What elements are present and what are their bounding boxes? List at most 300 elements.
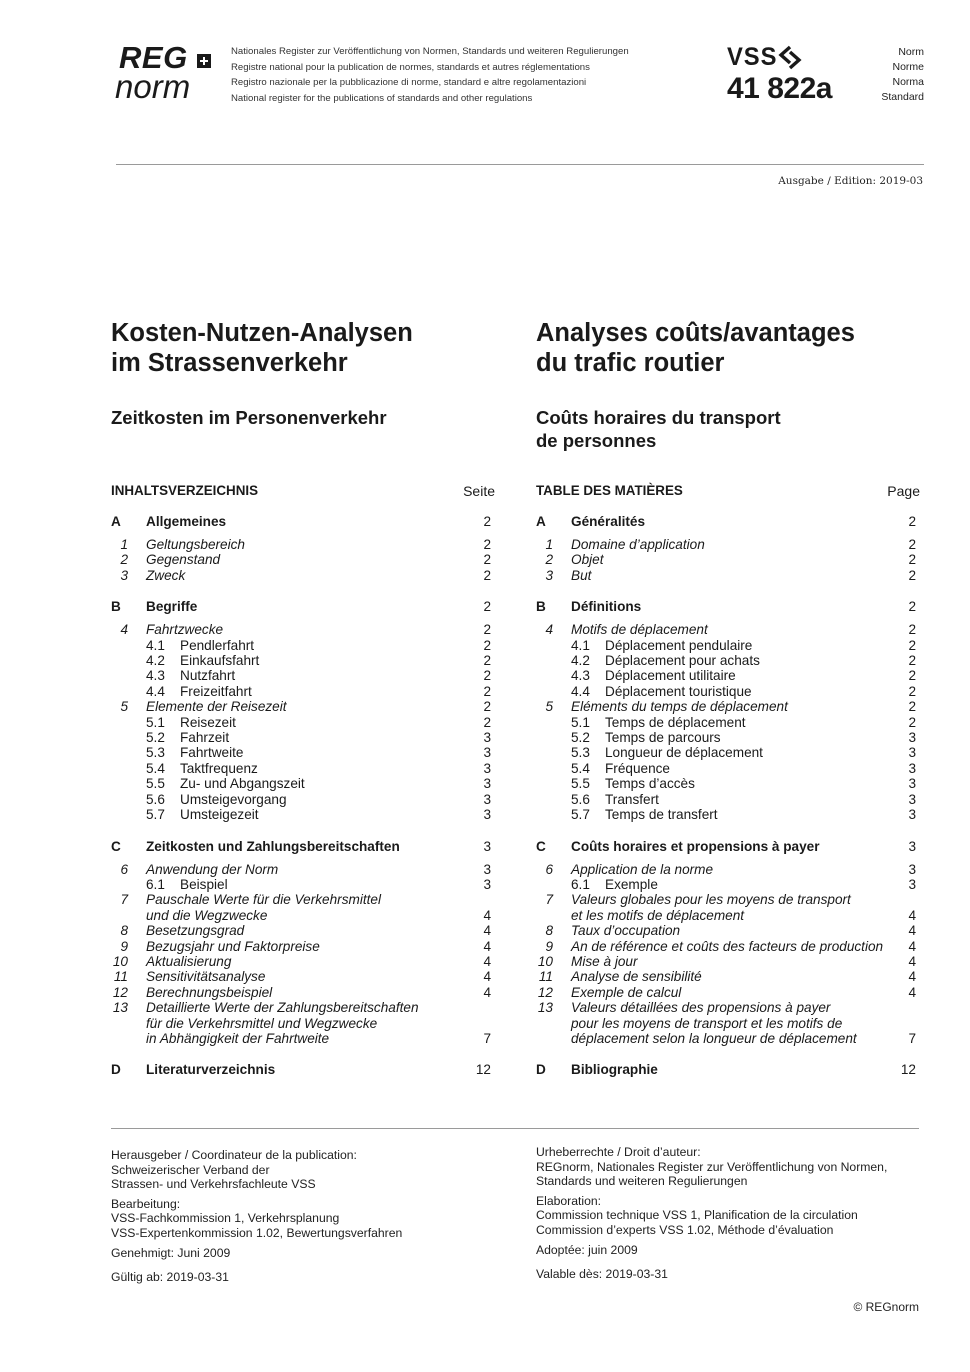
toc-subentry [536, 715, 920, 730]
toc-section [111, 598, 495, 822]
toc-subentry [536, 684, 920, 699]
section-letter: B [111, 599, 121, 615]
section-title: Zeitkosten und Zahlungsbereitschaften [146, 838, 400, 854]
toc-section-heading [111, 598, 495, 616]
entry-title: in Abhängigkeit der Fahrtweite [146, 1030, 330, 1046]
entry-page-number: 2 [483, 699, 491, 715]
subentry-number: 5.3 [571, 745, 590, 761]
entry-number: 2 [545, 552, 553, 568]
entry-page-number: 2 [483, 714, 491, 730]
subentry-number: 4.2 [146, 653, 165, 669]
section-page-number: 2 [908, 599, 916, 615]
entry-page-number: 4 [483, 907, 491, 923]
entry-title: Valeurs globales pour les moyens de transport [571, 892, 851, 908]
entry-page-number: 2 [908, 567, 916, 583]
entry-title: Zweck [146, 567, 186, 583]
standard-number: 41 822a [727, 72, 832, 105]
register-line-de: Nationales Register zur Veröffentlichung von Normen, Standards und weiteren Regulierungen [231, 46, 629, 57]
toc-entry [111, 969, 495, 984]
section-title: Bibliographie [571, 1062, 658, 1078]
toc-entries [111, 513, 495, 1079]
entry-page-number: 3 [483, 861, 491, 877]
toc-entry [536, 1016, 920, 1031]
entry-title: pour les moyens de transport et les motifs de [571, 1015, 843, 1031]
copyright-line: REGnorm, Nationales Register zur Veröffentlichung von Normen, [536, 1159, 888, 1174]
entry-page-number: 2 [483, 622, 491, 638]
toc-section-heading [111, 513, 495, 531]
toc-section-heading [111, 1061, 495, 1079]
header-divider [116, 164, 924, 165]
entry-page-number: 7 [908, 1030, 916, 1046]
entry-number: 5 [120, 699, 128, 715]
register-line-fr: Registre national pour la publication de normes, standards et autres réglementations [231, 61, 590, 73]
toc-entry [111, 568, 495, 583]
publication-info-german [111, 1148, 511, 1290]
section-page-number: 2 [483, 514, 491, 529]
entry-title: Umsteigezeit [180, 807, 259, 823]
toc-subentry [111, 761, 495, 776]
toc-subentry [111, 807, 495, 822]
vss-logo-text: VSS [727, 43, 778, 71]
toc-section-heading [536, 513, 920, 531]
toc-entry [111, 954, 495, 969]
section-letter: C [111, 838, 121, 854]
copyright-label: Urheberrechte / Droit d’auteur: [536, 1145, 701, 1159]
toc-entry [111, 622, 495, 637]
entry-title: Elemente der Reisezeit [146, 699, 287, 715]
toc-heading: TABLE DES MATIÈRES [536, 483, 683, 498]
subentry-number: 5.1 [146, 714, 165, 730]
section-letter: D [111, 1062, 121, 1078]
valid-from-date: Gültig ab: 2019-03-31 [111, 1270, 229, 1285]
toc-entry [111, 552, 495, 567]
publisher-label: Herausgeber / Coordinateur de la publication: [111, 1148, 357, 1162]
toc-subentry [536, 792, 920, 807]
toc-entry [111, 923, 495, 938]
subtitle-french-line-1: Coûts horaires du transport [536, 407, 781, 428]
entry-page-number: 2 [483, 668, 491, 684]
toc-german [111, 482, 495, 1094]
entry-page-number: 2 [908, 699, 916, 715]
entry-page-number: 2 [908, 668, 916, 684]
title-french-line-1: Analyses coûts/avantages [536, 319, 855, 347]
entry-title: Transfert [605, 791, 659, 807]
entry-page-number: 2 [908, 653, 916, 669]
entry-title: Déplacement pendulaire [605, 637, 753, 653]
entry-number: 6 [545, 861, 553, 877]
entry-page-number: 4 [483, 938, 491, 954]
elaboration-line: Commission d’experts VSS 1.02, Méthode d’évaluation [536, 1222, 834, 1237]
subentry-number: 5.6 [146, 791, 165, 807]
entry-number: 10 [537, 953, 553, 969]
entry-number: 4 [120, 622, 128, 638]
approval-date: Genehmigt: Juni 2009 [111, 1245, 231, 1260]
entry-title: Temps d’accès [605, 776, 695, 792]
toc-heading: INHALTSVERZEICHNIS [111, 483, 259, 498]
toc-subentry [536, 745, 920, 760]
logo-text-reg: REG [119, 40, 188, 75]
toc-entry [536, 622, 920, 637]
entry-number: 11 [113, 969, 128, 985]
toc-section [536, 513, 920, 583]
toc-subentry [111, 730, 495, 745]
entry-title: Objet [571, 552, 604, 568]
toc-subentry [111, 776, 495, 791]
subentry-number: 5.4 [571, 760, 590, 776]
entry-title: Déplacement touristique [605, 683, 752, 699]
toc-entry [111, 1016, 495, 1031]
entry-number: 5 [545, 699, 553, 715]
toc-entry [111, 985, 495, 1000]
title-german-line-2: im Strassenverkehr [111, 349, 348, 377]
toc-entry [536, 1031, 920, 1046]
entry-number: 7 [120, 892, 128, 908]
toc-section [111, 1061, 495, 1079]
entry-title: Besetzungsgrad [146, 923, 245, 939]
entry-title: et les motifs de déplacement [571, 907, 745, 923]
entry-page-number: 7 [483, 1030, 491, 1046]
toc-page-label: Page [887, 483, 920, 499]
toc-entry [111, 1000, 495, 1015]
adoption-date: Adoptée: juin 2009 [536, 1242, 638, 1257]
toc-subentry [111, 653, 495, 668]
entry-title: Beispiel [180, 876, 228, 892]
edition-label: Ausgabe / Edition: 2019-03 [778, 175, 923, 187]
entry-page-number: 3 [483, 745, 491, 761]
subentry-number: 6.1 [146, 876, 165, 892]
register-description [231, 44, 691, 106]
entry-title: Detaillierte Werte der Zahlungsbereitschaften [146, 1000, 419, 1016]
toc-subentry [536, 668, 920, 683]
toc-section [536, 1061, 920, 1079]
entry-title: Taux d’occupation [571, 923, 681, 939]
subentry-number: 5.3 [146, 745, 165, 761]
entry-page-number: 3 [908, 730, 916, 746]
entry-page-number: 3 [908, 776, 916, 792]
entry-title: Fahrzeit [180, 730, 230, 746]
entry-title: Exemple [605, 876, 658, 892]
entry-page-number: 3 [908, 861, 916, 877]
entry-page-number: 4 [483, 953, 491, 969]
entry-page-number: 4 [908, 907, 916, 923]
section-letter: A [111, 514, 121, 529]
entry-number: 8 [120, 923, 128, 939]
entry-title: Einkaufsfahrt [180, 653, 260, 669]
entry-title: Temps de transfert [605, 807, 718, 823]
toc-subentry [111, 684, 495, 699]
section-title: Allgemeines [146, 514, 227, 529]
entry-title: Sensitivitätsanalyse [146, 969, 266, 985]
toc-subentry [111, 715, 495, 730]
section-title: Définitions [571, 599, 642, 615]
section-title: Begriffe [146, 599, 198, 615]
entry-title: An de référence et coûts des facteurs de production [571, 938, 884, 954]
entry-title: Reisezeit [180, 714, 236, 730]
subtitle-german: Zeitkosten im Personenverkehr [111, 407, 387, 428]
toc-entry [536, 939, 920, 954]
processing-line: VSS-Fachkommission 1, Verkehrsplanung [111, 1211, 340, 1226]
subentry-number: 4.2 [571, 653, 590, 669]
subentry-number: 5.4 [146, 760, 165, 776]
toc-entry [536, 699, 920, 714]
toc-section-heading [536, 1061, 920, 1079]
doc-type-fr: Norme [892, 61, 924, 73]
subentry-number: 4.3 [146, 668, 165, 684]
toc-subentry [536, 653, 920, 668]
toc-subentry [536, 761, 920, 776]
section-letter: A [536, 514, 546, 529]
entry-page-number: 2 [483, 683, 491, 699]
toc-header [111, 482, 495, 500]
entry-page-number: 2 [908, 622, 916, 638]
entry-page-number: 4 [483, 923, 491, 939]
entry-title: Déplacement utilitaire [605, 668, 736, 684]
doc-type-de: Norm [898, 46, 924, 58]
subentry-number: 5.2 [571, 730, 590, 746]
elaboration-block [536, 1194, 936, 1238]
entry-page-number: 3 [483, 760, 491, 776]
subtitle-french [536, 406, 936, 452]
entry-title: Application de la norme [571, 861, 714, 877]
entry-page-number: 4 [908, 969, 916, 985]
entry-page-number: 2 [908, 714, 916, 730]
entry-title: Pendlerfahrt [180, 637, 255, 653]
toc-entry [536, 862, 920, 877]
toc-header [536, 482, 920, 500]
entry-page-number: 2 [483, 567, 491, 583]
entry-page-number: 4 [483, 969, 491, 985]
toc-subentry [111, 745, 495, 760]
entry-page-number: 3 [908, 745, 916, 761]
subentry-number: 5.5 [571, 776, 590, 792]
toc-entry [111, 892, 495, 907]
processing-block [111, 1197, 511, 1241]
entry-title: Taktfrequenz [180, 760, 258, 776]
toc-subentry [111, 638, 495, 653]
toc-subentry [536, 807, 920, 822]
toc-section-heading [111, 838, 495, 856]
section-page-number: 2 [483, 599, 491, 615]
entry-page-number: 4 [908, 984, 916, 1000]
entry-page-number: 3 [908, 791, 916, 807]
entry-page-number: 3 [908, 760, 916, 776]
section-title: Literaturverzeichnis [146, 1062, 276, 1078]
toc-entry [536, 969, 920, 984]
title-german-line-1: Kosten-Nutzen-Analysen [111, 319, 413, 347]
entry-number: 11 [538, 969, 553, 985]
entry-page-number: 3 [483, 776, 491, 792]
toc-entry [111, 1031, 495, 1046]
entry-title: Gegenstand [146, 552, 221, 568]
entry-title: Pauschale Werte für die Verkehrsmittel [146, 892, 381, 908]
toc-section [536, 838, 920, 1047]
entry-title: Aktualisierung [146, 953, 232, 969]
entry-title: Domaine d’application [571, 537, 705, 552]
entry-page-number: 4 [908, 923, 916, 939]
entry-number: 3 [545, 567, 553, 583]
elaboration-label: Elaboration: [536, 1193, 602, 1208]
publisher-line: Strassen- und Verkehrsfachleute VSS [111, 1177, 316, 1192]
entry-number: 9 [545, 938, 553, 954]
entry-page-number: 2 [908, 537, 916, 552]
entry-number: 12 [537, 984, 553, 1000]
subentry-number: 5.6 [571, 791, 590, 807]
entry-page-number: 4 [908, 953, 916, 969]
section-letter: D [536, 1062, 546, 1078]
entry-number: 12 [112, 984, 128, 1000]
entry-title: Nutzfahrt [180, 668, 236, 684]
entry-page-number: 2 [483, 653, 491, 669]
toc-french [536, 482, 920, 1094]
subentry-number: 4.4 [146, 683, 165, 699]
toc-entry [111, 908, 495, 923]
toc-entry [536, 568, 920, 583]
publisher-block [111, 1148, 511, 1192]
toc-section [111, 513, 495, 583]
section-letter: B [536, 599, 546, 615]
entry-title: Analyse de sensibilité [571, 969, 702, 985]
toc-entry [536, 923, 920, 938]
toc-entry [536, 552, 920, 567]
entry-title: Fahrtzwecke [146, 622, 224, 638]
logo-text-norm: norm [115, 68, 191, 105]
section-page-number: 2 [908, 514, 916, 529]
entry-page-number: 3 [483, 791, 491, 807]
toc-subentry [536, 776, 920, 791]
entry-page-number: 3 [908, 876, 916, 892]
entry-page-number: 2 [908, 683, 916, 699]
vss-arrows-icon [777, 44, 803, 70]
entry-number: 1 [545, 537, 553, 552]
entry-title: Eléments du temps de déplacement [571, 699, 788, 715]
toc-subentry [536, 638, 920, 653]
toc-entry [111, 699, 495, 714]
entry-title: Geltungsbereich [146, 537, 245, 552]
vss-standard-id [727, 44, 847, 106]
subentry-number: 4.1 [146, 637, 165, 653]
doc-type-it: Norma [892, 76, 924, 88]
title-french [536, 318, 936, 378]
entry-page-number: 3 [483, 876, 491, 892]
entry-page-number: 2 [908, 637, 916, 653]
entry-number: 2 [120, 552, 128, 568]
entry-page-number: 2 [908, 552, 916, 568]
section-page-number: 3 [483, 838, 491, 854]
valid-from-date: Valable dès: 2019-03-31 [536, 1267, 668, 1282]
entry-page-number: 3 [483, 807, 491, 823]
toc-section [111, 838, 495, 1047]
publisher-line: Schweizerischer Verband der [111, 1162, 270, 1177]
subentry-number: 5.7 [571, 807, 590, 823]
toc-subentry [536, 730, 920, 745]
processing-line: VSS-Expertenkommission 1.02, Bewertungsverfahren [111, 1225, 403, 1240]
entry-title: Anwendung der Norm [146, 861, 279, 877]
toc-section-heading [536, 838, 920, 856]
toc-section-heading [536, 598, 920, 616]
copyright-block [536, 1145, 936, 1189]
entry-page-number: 4 [908, 938, 916, 954]
regnorm-logo [115, 40, 215, 105]
register-line-en: National register for the publications of standards and other regulations [231, 92, 533, 104]
entry-title: déplacement selon la longueur de déplacement [571, 1030, 857, 1046]
subentry-number: 4.3 [571, 668, 590, 684]
entry-number: 10 [112, 953, 128, 969]
entry-title: Umsteigevorgang [180, 791, 287, 807]
entry-page-number: 2 [483, 537, 491, 552]
section-title: Généralités [571, 514, 646, 529]
entry-title: Motifs de déplacement [571, 622, 708, 638]
publication-info-french [536, 1145, 936, 1287]
section-page-number: 3 [908, 838, 916, 854]
entry-title: Zu- und Abgangszeit [180, 776, 305, 792]
entry-title: und die Wegzwecke [146, 907, 268, 923]
processing-label: Bearbeitung: [111, 1196, 181, 1211]
toc-subentry [111, 792, 495, 807]
toc-subentry [111, 877, 495, 892]
toc-page-label: Seite [463, 483, 495, 499]
toc-section [536, 598, 920, 822]
entry-title: Valeurs détaillées des propensions à payer [571, 1000, 831, 1016]
elaboration-line: Commission technique VSS 1, Planification de la circulation [536, 1208, 858, 1223]
entry-page-number: 2 [483, 637, 491, 653]
section-letter: C [536, 838, 546, 854]
toc-subentry [536, 877, 920, 892]
section-page-number: 12 [475, 1062, 491, 1078]
footer-divider [111, 1128, 919, 1129]
toc-entry [536, 892, 920, 907]
entry-title: But [571, 567, 592, 583]
entry-title: Longueur de déplacement [605, 745, 763, 761]
copyright-notice: © REGnorm [853, 1300, 919, 1314]
entry-title: Freizeitfahrt [180, 683, 252, 699]
entry-number: 7 [545, 892, 553, 908]
toc-entry [111, 862, 495, 877]
title-german [111, 318, 511, 378]
swiss-cross-icon [197, 54, 211, 68]
subentry-number: 6.1 [571, 876, 590, 892]
section-title: Coûts horaires et propensions à payer [571, 838, 820, 854]
subentry-number: 5.2 [146, 730, 165, 746]
entry-title: für die Verkehrsmittel und Wegzwecke [146, 1015, 378, 1031]
subentry-number: 4.1 [571, 637, 590, 653]
entry-title: Fréquence [605, 760, 670, 776]
entry-number: 13 [112, 1000, 128, 1016]
entry-number: 3 [120, 567, 128, 583]
entry-number: 9 [120, 938, 128, 954]
entry-number: 4 [545, 622, 553, 638]
entry-title: Déplacement pour achats [605, 653, 760, 669]
entry-page-number: 2 [483, 552, 491, 568]
entry-number: 1 [120, 537, 128, 552]
toc-entry [536, 908, 920, 923]
entry-title: Bezugsjahr und Faktorpreise [146, 938, 320, 954]
copyright-line: Standards und weiteren Regulierungen [536, 1174, 748, 1189]
entry-number: 13 [537, 1000, 553, 1016]
toc-entry [536, 1000, 920, 1015]
subentry-number: 4.4 [571, 683, 590, 699]
entry-page-number: 3 [483, 730, 491, 746]
entry-number: 6 [120, 861, 128, 877]
entry-title: Temps de déplacement [605, 714, 746, 730]
entry-page-number: 3 [908, 807, 916, 823]
toc-entry [536, 985, 920, 1000]
toc-entry [111, 939, 495, 954]
toc-entry [536, 954, 920, 969]
title-french-line-2: du trafic routier [536, 349, 725, 377]
subentry-number: 5.5 [146, 776, 165, 792]
register-line-it: Registro nazionale per la pubblicazione di norme, standard e altre regolamentazioni [231, 77, 587, 88]
toc-entry [111, 537, 495, 552]
